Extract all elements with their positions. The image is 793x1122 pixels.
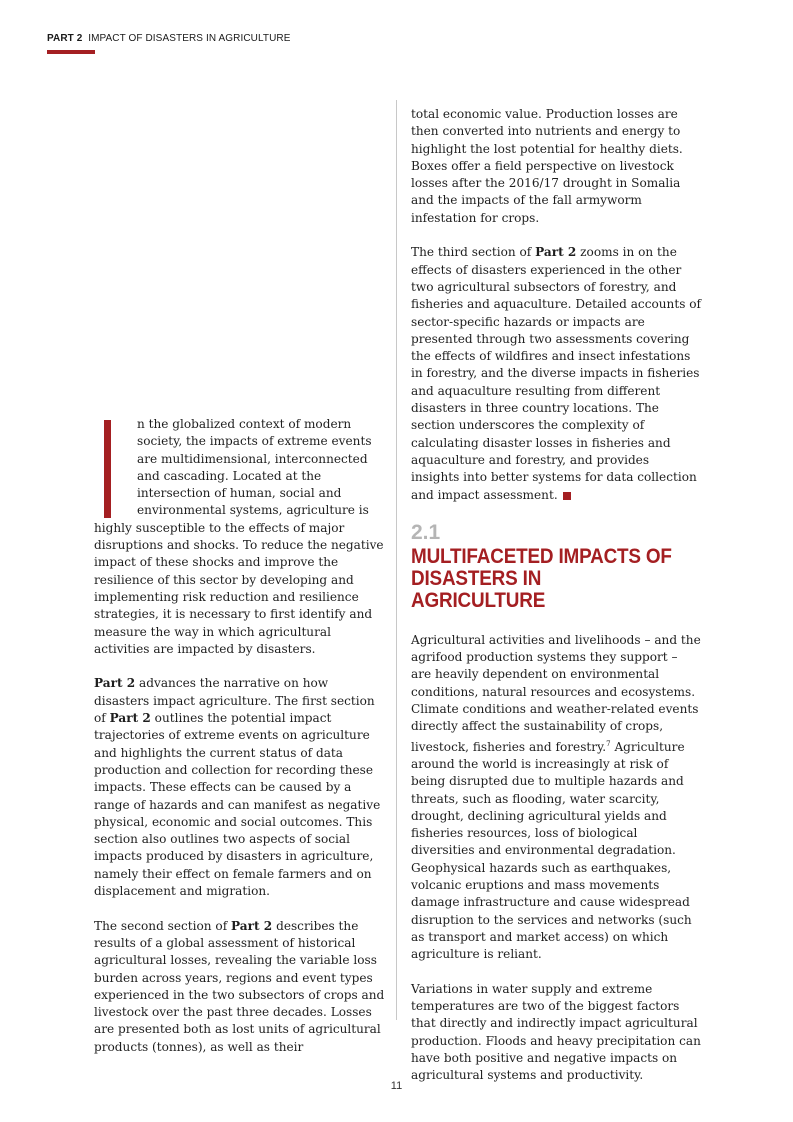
paragraph-text: zooms in on the effects of disasters experienced in the other two agricultural subsectors of forestry, and fisheries and aquaculture. Detailed accounts of sector-specific hazards or impacts are presented through two assessments covering the effects of wildfires and insect infestations in forestry, and the diverse impacts in fisheries and aquaculture resulting from different disasters in three country locations. The section underscores the complexity of calculating disaster losses in fisheries and aquaculture and forestry, and provides insights into better systems for data collection and impact assessment. — [411, 245, 702, 502]
water-temperature-paragraph: Variations in water supply and extreme temperatures are two of the biggest factors that directly and indirectly impact agricultural production. Floods and heavy precipitation can have both positive and negative impacts on agricultural systems and productivity. — [411, 981, 701, 1083]
continued-paragraph: total economic value. Production losses are then converted into nutrients and energy to highlight the lost potential for healthy diets. Boxes offer a field perspective on livestock losses after the 2016/17 drought in Somalia and the impacts of the fall armyworm infestation for crops. — [411, 107, 683, 225]
paragraph-text: Agriculture around the world is increasingly at risk of being disrupted due to multiple hazards and threats, such as flooding, water scarcity, drought, declining agricultural yields and fisheries resources, loss of biological diversities and environmental degradation. Geophysical hazards such as earthquakes, volcanic eruptions and mass movements damage infrastructure and cause widespread disruption to the services and networks (such as transport and market access) on which agriculture is reliant. — [411, 739, 692, 962]
column-divider — [396, 100, 397, 1020]
section-body-paragraph — [411, 632, 701, 964]
intro-text: n the globalized context of modern society, the impacts of extreme events are multidimensional, interconnected and cascading. Located at the intersection of human, social and environmental systems, agriculture is highly susceptible to the effects of major disruptions and shocks. To reduce the negative impact of these shocks and improve the resilience of this sector by developing and implementing risk reduction and resilience strategies, it is necessary to first identify and measure the way in which agricultural activities are impacted by disasters. — [94, 417, 384, 656]
bold-part-ref: Part 2 — [231, 918, 273, 933]
paragraph-text: describes the results of a global assessment of historical agricultural losses, revealing the variable loss burden across years, regions and event types experienced in the two subsectors of crops and livestock over the past three decades. Losses are presented both as lost units of agricultural products (tonnes), as well as their — [94, 918, 385, 1054]
running-head — [47, 33, 291, 44]
drop-cap-i-glyph — [104, 420, 111, 518]
paragraph-text: Agricultural activities and livelihoods – and the agrifood production systems they support – are heavily dependent on environmental conditions, natural resources and ecosystems. Climate conditions and weather-related events directly affect the sustainability of crops, livestock, fisheries and forestry. — [411, 632, 701, 754]
left-column — [94, 416, 386, 1056]
third-section-paragraph — [411, 244, 701, 503]
running-head-part-label: PART 2 — [47, 33, 83, 44]
paragraph-text: advances the narrative on how disasters impact agriculture. The first section of — [94, 676, 375, 726]
second-section-paragraph — [94, 918, 386, 1056]
intro-paragraph — [94, 416, 386, 658]
bold-part-ref: Part 2 — [535, 245, 577, 260]
paragraph-text: The second section of — [94, 918, 232, 933]
section-title: MULTIFACETED IMPACTS OF DISASTERS IN AGRICULTURE — [411, 544, 672, 612]
paragraph-text: The third section of — [411, 245, 536, 260]
paragraph-text: outlines the potential impact trajectories of extreme events on agriculture and highlights the current status of data production and collection for recording these impacts. These effects can be caused by a range of hazards and can manifest as negative physical, economic and social outcomes. This section also outlines two aspects of social impacts produced by disasters in agriculture, namely their effect on female farmers and on displacement and migration. — [94, 711, 381, 899]
page-number: 11 — [390, 1080, 403, 1092]
running-head-title: IMPACT OF DISASTERS IN AGRICULTURE — [88, 33, 291, 44]
footnote-ref[interactable]: 7 — [606, 739, 611, 748]
section-number: 2.1 — [411, 520, 441, 544]
bold-part-ref: Part 2 — [94, 676, 136, 691]
header-accent-rule — [47, 50, 95, 54]
right-column — [411, 106, 701, 1085]
bold-part-ref: Part 2 — [109, 711, 151, 726]
part2-overview-paragraph — [94, 675, 386, 900]
end-of-text-square-icon — [563, 492, 571, 500]
